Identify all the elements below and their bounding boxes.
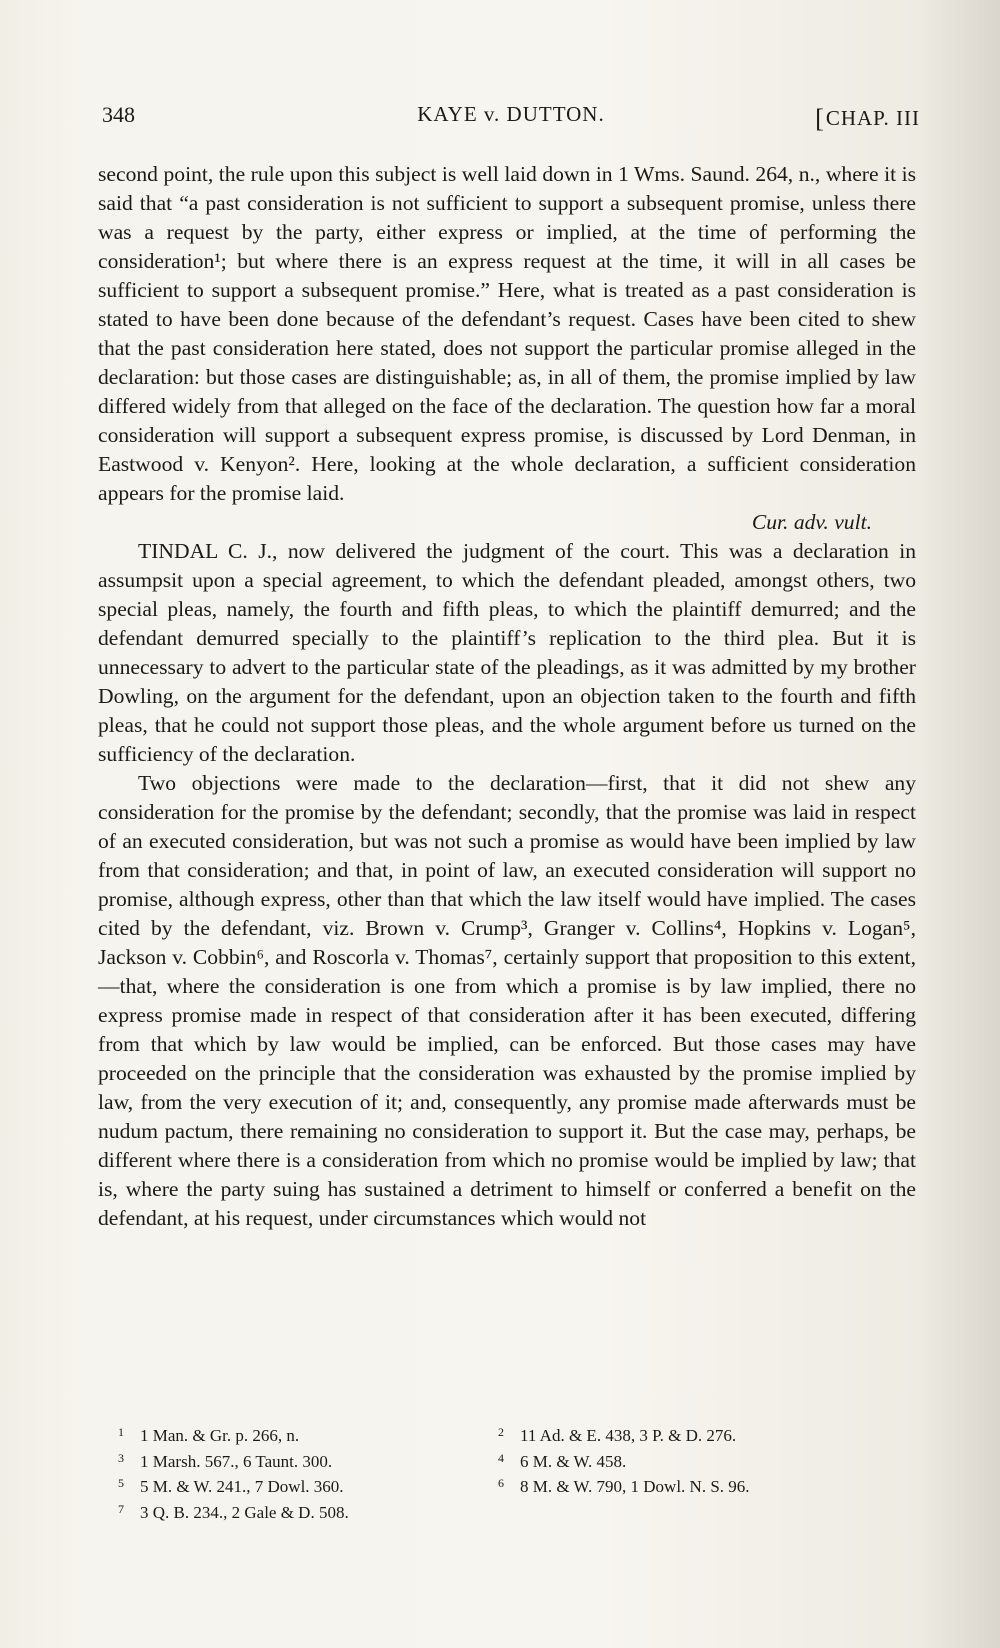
- paragraph-continuation: second point, the rule upon this subject is well laid down in 1 Wms. Saund. 264, n., where it is said that “a past consideration is not sufficient to support a subsequent promise, unless there was a request by the party, either express or implied, at the time of performing the consideration¹; but where there is an express request at the time, it will in all cases be sufficient to support a subsequent promise.” Here, what is treated as a past consideration is stated to have been done because of the defendant’s request. Cases have been cited to shew that the past consideration here stated, does not support the particular promise alleged in the declaration: but those cases are distinguishable; as, in all of them, the promise implied by law differed widely from that alleged on the face of the declaration. The question how far a moral consideration will support a subsequent express promise, is discussed by Lord Denman, in Eastwood v. Kenyon². Here, looking at the whole declaration, a sufficient consideration appears for the promise laid.: [98, 162, 916, 505]
- footnote: 4 6 M. & W. 458.: [498, 1450, 627, 1471]
- paragraph-judgment: TINDAL C. J., now delivered the judgment of the court. This was a declaration in assumpsit upon a special agreement, to which the defendant pleaded, amongst others, two special pleas, namely, the fourth and fifth pleas, to which the plaintiff demurred; and the defendant demurred specially to the plaintiff’s replication to the third plea. But it is unnecessary to advert to the particular state of the pleadings, as it was admitted by my brother Dowling, on the argument for the defendant, upon an objection taken to the fourth and fifth pleas, that he could not support those pleas, and the whole argument before us turned on the sufficiency of the declaration.: [98, 539, 916, 766]
- footnote: 5 5 M. & W. 241., 7 Dowl. 360.: [118, 1476, 344, 1496]
- footnotes: [118, 1424, 878, 1526]
- running-header: [102, 102, 920, 132]
- footnote: 2 11 Ad. & E. 438, 3 P. & D. 276.: [498, 1425, 737, 1445]
- body-text: [98, 160, 916, 1233]
- footnote: 1 1 Man. & Gr. p. 266, n.: [118, 1425, 300, 1445]
- footnote: 6 8 M. & W. 790, 1 Dowl. N. S. 96.: [498, 1476, 750, 1496]
- paragraph-objections: Two objections were made to the declaration—first, that it did not shew any consideration for the promise by the defendant; secondly, that the promise was laid in respect of an executed consideration, but was not such a promise as would have been implied by law from that consideration; and that, in point of law, an executed consideration will support no promise, although express, other than that which the law itself would have implied. The cases cited by the defendant, viz. Brown v. Crump³, Granger v. Collins⁴, Hopkins v. Logan⁵, Jackson v. Cobbin⁶, and Roscorla v. Thomas⁷, certainly support that proposition to this extent,—that, where the consideration is one from which a promise is by law implied, there no express promise made in respect of that consideration after it has been executed, differing from that which by law would be implied, can be enforced. But those cases may have proceeded on the principle that the consideration was exhausted by the promise implied by law, from the very execution of it; and, consequently, any promise made afterwards must be nudum pactum, there remaining no consideration to support it. But the case may, perhaps, be different where there is a consideration from which no promise would be implied by law; that is, where the party suing has sustained a detriment to himself or conferred a benefit on the defendant, at his request, under circumstances which would not: [98, 771, 916, 1230]
- cur-adv-vult: Cur. adv. vult.: [751, 510, 872, 534]
- running-title: KAYE v. DUTTON.: [417, 102, 605, 126]
- chapter-label: [CHAP. III: [815, 104, 920, 133]
- footnote: 3 1 Marsh. 567., 6 Taunt. 300.: [118, 1450, 333, 1471]
- chapter-text: CHAP. III: [825, 106, 920, 130]
- page-number: 348: [102, 102, 135, 127]
- footnote: 7 3 Q. B. 234., 2 Gale & D. 508.: [118, 1501, 349, 1522]
